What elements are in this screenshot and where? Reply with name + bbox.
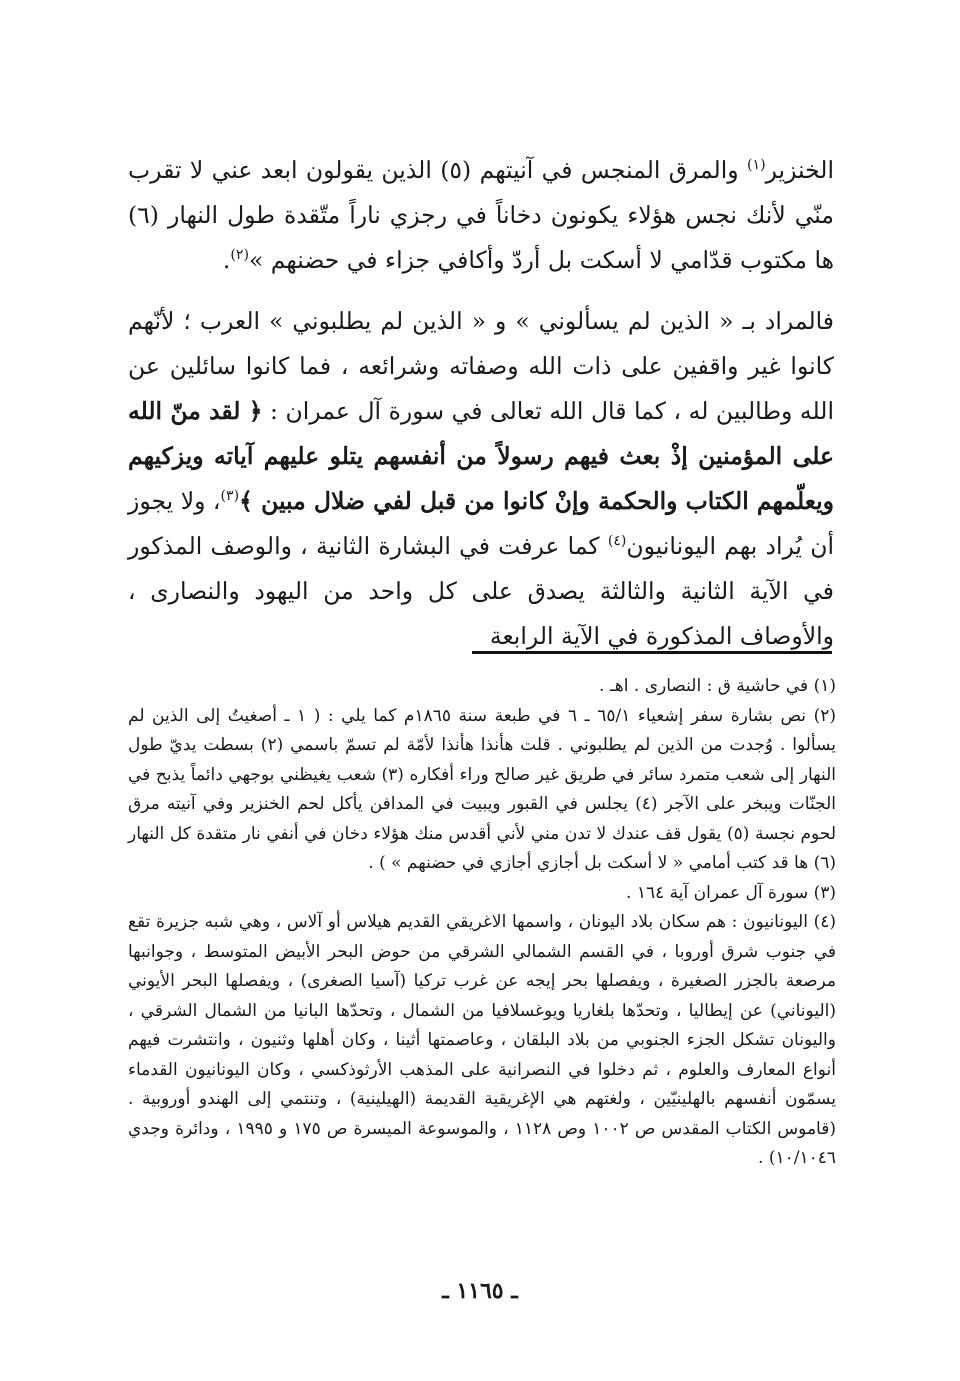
footnote-4: (٤) اليونانيون : هم سكان بلاد اليونان ، واسمها الاغريقي القديم هيلاس أو آلاس ، وهي شبه جزيرة تقع في جنوب شرق أوروبا ، في القسم الشمالي الشرقي من حوض البحر الأبيض المتوسط ، وجوانبها مرصعة بالجزر الصغيرة ، ويفصلها بحر إيجه عن غرب تركيا (آسيا الصغرى) ، ويفصلها البحر الأيوني (اليوناني) عن إيطاليا ، وتحدّها بلغاريا ويوغسلافيا من الشمال ، وتحدّها البانيا من الشمال الشرقي ، واليونان تشكل الجزء الجنوبي من بلاد البلقان ، وعاصمتها أثينا ، وكان أهلها وثنيون ، وانتشرت فيهم أنواع المعارف والعلوم ، ثم دخلوا في النصرانية على المذهب الأرثوذكسي ، وكان اليونانيون القدماء يسمّون أنفسهم بالهلينيّين ، ولغتهم هي الإغريقية القديمة (الهيلينية) ، وتنتمي إلى الهندو أوروبية . (قاموس الكتاب المقدس ص ١٠٠٢ وص ١١٢٨ ، والموسوعة الميسرة ص ١٧٥ و ١٩٩٥ ، ودائرة وجدي ١٠/١٠٤٦) . xyxy=(128,912,836,1168)
page-number: ـ ١١٦٥ ـ xyxy=(442,1278,518,1304)
footnote-ref-1: (١) xyxy=(746,157,766,174)
footnote-2: (٢) نص بشارة سفر إشعياء ٦٥/١ ـ ٦ في طبعة سنة ١٨٦٥م كما يلي : ( ١ ـ أصغيتُ إلى الذين لم يسألوا . وُجدت من الذين لم يطلبوني . قلت هأنذا هأنذا لأمّة لم تسمّ باسمي (٢) بسطت يديّ طول النهار إلى شعب متمرد سائر في طريق غير صالح وراء أفكاره (٣) شعب يغيظني بوجهي دائماً يذبح في الجنّات ويبخر على الآجر (٤) يجلس في القبور ويبيت في المدافن يأكل لحم الخنزير وفي آنيته مرق لحوم نجسة (٥) يقول قف عندك لا تدن مني لأني أقدس منك هؤلاء دخان في أنفي نار متقدة كل النهار (٦) ها قد كتب أمامي « لا أسكت بل أجازي أجازي في حضنهم » ) . xyxy=(128,705,837,873)
footnote-ref-4: (٤) xyxy=(607,533,627,550)
text-span: ، ولا يجوز أن يُراد بهم اليونانيون xyxy=(128,487,834,560)
paragraph-1 xyxy=(128,148,834,283)
footnote-1: (١) في حاشية ق : النصارى . اهـ . xyxy=(599,676,836,696)
text-span: والمرق المنجس في آنيتهم (٥) الذين يقولون ابعد عني لا تقرب منّي لأنك نجس هؤلاء يكونون دخاناً في رجزي ناراً متّقدة طول النهار (٦) ها مكتوب قدّامي لا أسكت بل أردّ وأكافي جزاء في حضنهم » xyxy=(128,156,834,274)
text-span: الخنزير xyxy=(765,156,834,184)
text-span: كما عرفت في البشارة الثانية ، والوصف المذكور في الآية الثانية والثالثة يصدق على كل واحد من اليهود والنصارى ، والأوصاف المذكورة في الآية الرابعة xyxy=(128,532,834,650)
footnote-ref-2: (٢) xyxy=(230,247,249,264)
quran-verse: ﴿ لقد منّ الله على المؤمنين إذْ بعث فيهم رسولاً من أنفسهم يتلو عليهم آياته ويزكيهم ويعلّمهم الكتاب والحكمة وإنْ كانوا من قبل لفي ضلال مبين ﴾ xyxy=(128,397,834,515)
footnote-ref-3: (٣) xyxy=(220,488,240,505)
paragraph-2 xyxy=(128,299,834,659)
main-text xyxy=(128,148,834,659)
text-span: فالمراد بـ « الذين لم يسألوني » و « الذين لم يطلبوني » العرب ؛ لأنّهم كانوا غير واقفين على ذات الله وصفاته وشرائعه ، فما كانوا سائلين عن الله وطالبين له ، كما قال الله تعالى في سورة آل عمران : xyxy=(128,307,834,425)
footnote-3: (٣) سورة آل عمران آية ١٦٤ . xyxy=(626,882,836,903)
footnote-separator xyxy=(472,651,832,654)
footnotes xyxy=(128,672,836,1174)
text-span: . xyxy=(222,246,231,274)
